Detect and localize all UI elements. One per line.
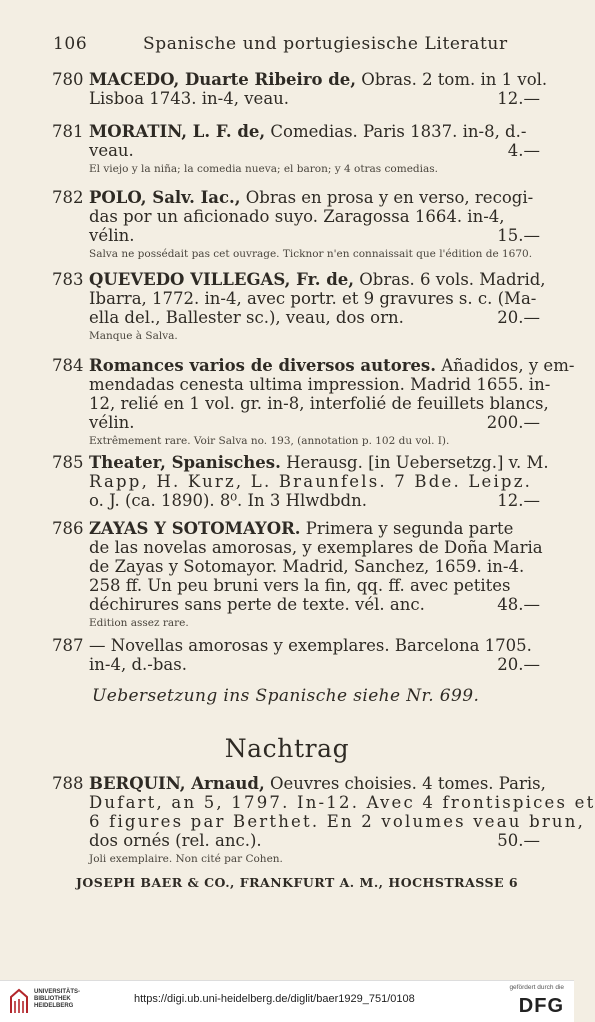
entry-line xyxy=(52,70,548,89)
entry-author: MORATIN, L. F. de, xyxy=(89,122,266,141)
lot-number: 781 xyxy=(52,122,84,141)
entry-line xyxy=(52,413,540,432)
section-title: Nachtrag xyxy=(224,734,350,763)
running-title: Spanische und portugiesische Literatur xyxy=(143,34,508,54)
price: 200.— xyxy=(486,413,540,432)
entry-text: 12, relié en 1 vol. gr. in-8, interfolié de feuillets blancs, xyxy=(89,394,549,413)
entry-text: veau. xyxy=(89,141,134,160)
entry-line xyxy=(52,538,543,557)
funded-by-label: gefördert durch die xyxy=(509,984,564,991)
entry-line xyxy=(52,308,540,327)
entry-line xyxy=(52,491,540,510)
viewer-bottom-bar xyxy=(0,980,574,1022)
entry-author: ZAYAS Y SOTOMAYOR. xyxy=(89,519,301,538)
catalog-entry xyxy=(52,356,575,448)
entry-line xyxy=(52,270,546,289)
entry-text: de Zayas y Sotomayor. Madrid, Sanchez, 1659. in-4. xyxy=(89,557,525,576)
entry-line xyxy=(52,226,540,245)
entry-text: dos ornés (rel. anc.). xyxy=(89,831,262,850)
price: 48.— xyxy=(497,595,540,614)
entry-line xyxy=(52,453,549,472)
price: 20.— xyxy=(497,655,540,674)
entry-line xyxy=(52,394,549,413)
entry-line xyxy=(52,576,540,595)
entry-line xyxy=(52,793,595,812)
entry-text: déchirures sans perte de texte. vél. anc. xyxy=(89,595,425,614)
price: 12.— xyxy=(497,89,540,108)
lot-number: 783 xyxy=(52,270,84,289)
entry-line xyxy=(52,141,540,160)
entry-note: Edition assez rare. xyxy=(89,617,189,629)
entry-note: Extrêmement rare. Voir Salva no. 193, (annotation p. 102 du vol. I). xyxy=(89,435,450,447)
entry-text: das por un aficionado suyo. Zaragossa 1664. in-4, xyxy=(89,207,505,226)
lot-number: 788 xyxy=(52,774,84,793)
entry-note: Manque à Salva. xyxy=(89,330,178,342)
entry-author: POLO, Salv. Iac., xyxy=(89,188,241,207)
entry-text: Lisboa 1743. in-4, veau. xyxy=(89,89,290,108)
entry-text: in-4, d.-bas. xyxy=(89,655,187,674)
entry-text: 258 ff. Un peu bruni vers la fin, qq. ff. avec petites xyxy=(89,576,511,595)
entry-line xyxy=(52,89,540,108)
university-library-logo-icon xyxy=(8,987,30,1015)
catalog-entry xyxy=(52,453,549,510)
entry-note: Joli exemplaire. Non cité par Cohen. xyxy=(89,853,283,865)
entry-author: MACEDO, Duarte Ribeiro de, xyxy=(89,70,357,89)
lot-number: 786 xyxy=(52,519,84,538)
entry-line xyxy=(52,774,546,793)
catalog-entry xyxy=(52,70,548,108)
entry-text: o. J. (ca. 1890). 8⁰. In 3 Hlwdbdn. xyxy=(89,491,367,510)
lot-number: 787 xyxy=(52,636,84,655)
catalog-entry xyxy=(52,636,540,674)
entry-author: QUEVEDO VILLEGAS, Fr. de, xyxy=(89,270,355,289)
library-name: UNIVERSITÄTS- BIBLIOTHEK HEIDELBERG xyxy=(34,989,81,1009)
lot-number: 780 xyxy=(52,70,84,89)
entry-note: El viejo y la niña; la comedia nueva; el baron; y 4 otras comedias. xyxy=(89,163,438,175)
entry-line xyxy=(52,289,540,308)
entry-text: Dufart, an 5, 1797. In-12. Avec 4 frontispices et xyxy=(89,793,595,812)
entry-text: de las novelas amorosas, y exemplares de Doña Maria xyxy=(89,538,543,557)
catalog-entry xyxy=(52,519,543,630)
entry-text: Primera y segunda parte xyxy=(300,519,514,538)
entry-line xyxy=(52,557,540,576)
entry-text: vélin. xyxy=(89,413,135,432)
entry-author: Romances varios de diversos autores. xyxy=(89,356,436,375)
dfg-logo: DFG xyxy=(518,995,564,1017)
permalink-url[interactable]: https://digi.ub.uni-heidelberg.de/diglit/baer1929_751/0108 xyxy=(134,993,415,1005)
entry-line xyxy=(52,655,540,674)
entry-line xyxy=(52,595,540,614)
entry-text: 6 figures par Berthet. En 2 volumes veau brun, xyxy=(89,812,586,831)
publisher-footer: JOSEPH BAER & CO., FRANKFURT A. M., HOCHSTRASSE 6 xyxy=(76,875,519,890)
entry-text: — Novellas amorosas y exemplares. Barcelona 1705. xyxy=(89,636,532,655)
entry-text: Obras. 6 vols. Madrid, xyxy=(354,270,546,289)
entry-text: Comedias. Paris 1837. in-8, d.- xyxy=(265,122,527,141)
entry-line xyxy=(52,519,540,538)
lot-number: 784 xyxy=(52,356,84,375)
entry-line xyxy=(52,188,540,207)
entry-text: Ibarra, 1772. in-4, avec portr. et 9 gravures s. c. (Ma- xyxy=(89,289,537,308)
price: 4.— xyxy=(507,141,540,160)
entry-line xyxy=(52,831,540,850)
entry-text: Herausg. [in Uebersetzg.] v. M. xyxy=(280,453,549,472)
price: 50.— xyxy=(497,831,540,850)
entry-line xyxy=(52,636,540,655)
catalog-entry xyxy=(52,774,595,866)
entry-text: Obras en prosa y en verso, recogi- xyxy=(240,188,534,207)
entry-line xyxy=(52,812,586,831)
page-number: 106 xyxy=(53,34,88,54)
entry-text: Rapp, H. Kurz, L. Braunfels. 7 Bde. Leipz. xyxy=(89,472,533,491)
entry-text: Añadidos, y em- xyxy=(435,356,575,375)
price: 12.— xyxy=(497,491,540,510)
price: 15.— xyxy=(497,226,540,245)
entry-line xyxy=(52,207,540,226)
entry-line xyxy=(52,356,575,375)
entry-text: Oeuvres choisies. 4 tomes. Paris, xyxy=(264,774,546,793)
entry-note: Salva ne possédait pas cet ouvrage. Ticknor n'en connaissait que l'édition de 1670. xyxy=(89,248,533,260)
entry-line xyxy=(52,472,540,491)
catalog-entry xyxy=(52,188,540,261)
catalog-entry xyxy=(52,122,540,176)
lot-number: 782 xyxy=(52,188,84,207)
entry-author: Theater, Spanisches. xyxy=(89,453,281,472)
entry-text: vélin. xyxy=(89,226,135,245)
entry-line xyxy=(52,122,540,141)
lot-number: 785 xyxy=(52,453,84,472)
entry-text: Obras. 2 tom. in 1 vol. xyxy=(356,70,548,89)
catalog-entry xyxy=(52,270,546,343)
entry-text: ella del., Ballester sc.), veau, dos orn. xyxy=(89,308,404,327)
entry-line xyxy=(52,375,551,394)
entry-author: BERQUIN, Arnaud, xyxy=(89,774,265,793)
entry-text: mendadas cenesta ultima impression. Madrid 1655. in- xyxy=(89,375,551,394)
cross-reference: Uebersetzung ins Spanische siehe Nr. 699. xyxy=(92,686,480,706)
price: 20.— xyxy=(497,308,540,327)
